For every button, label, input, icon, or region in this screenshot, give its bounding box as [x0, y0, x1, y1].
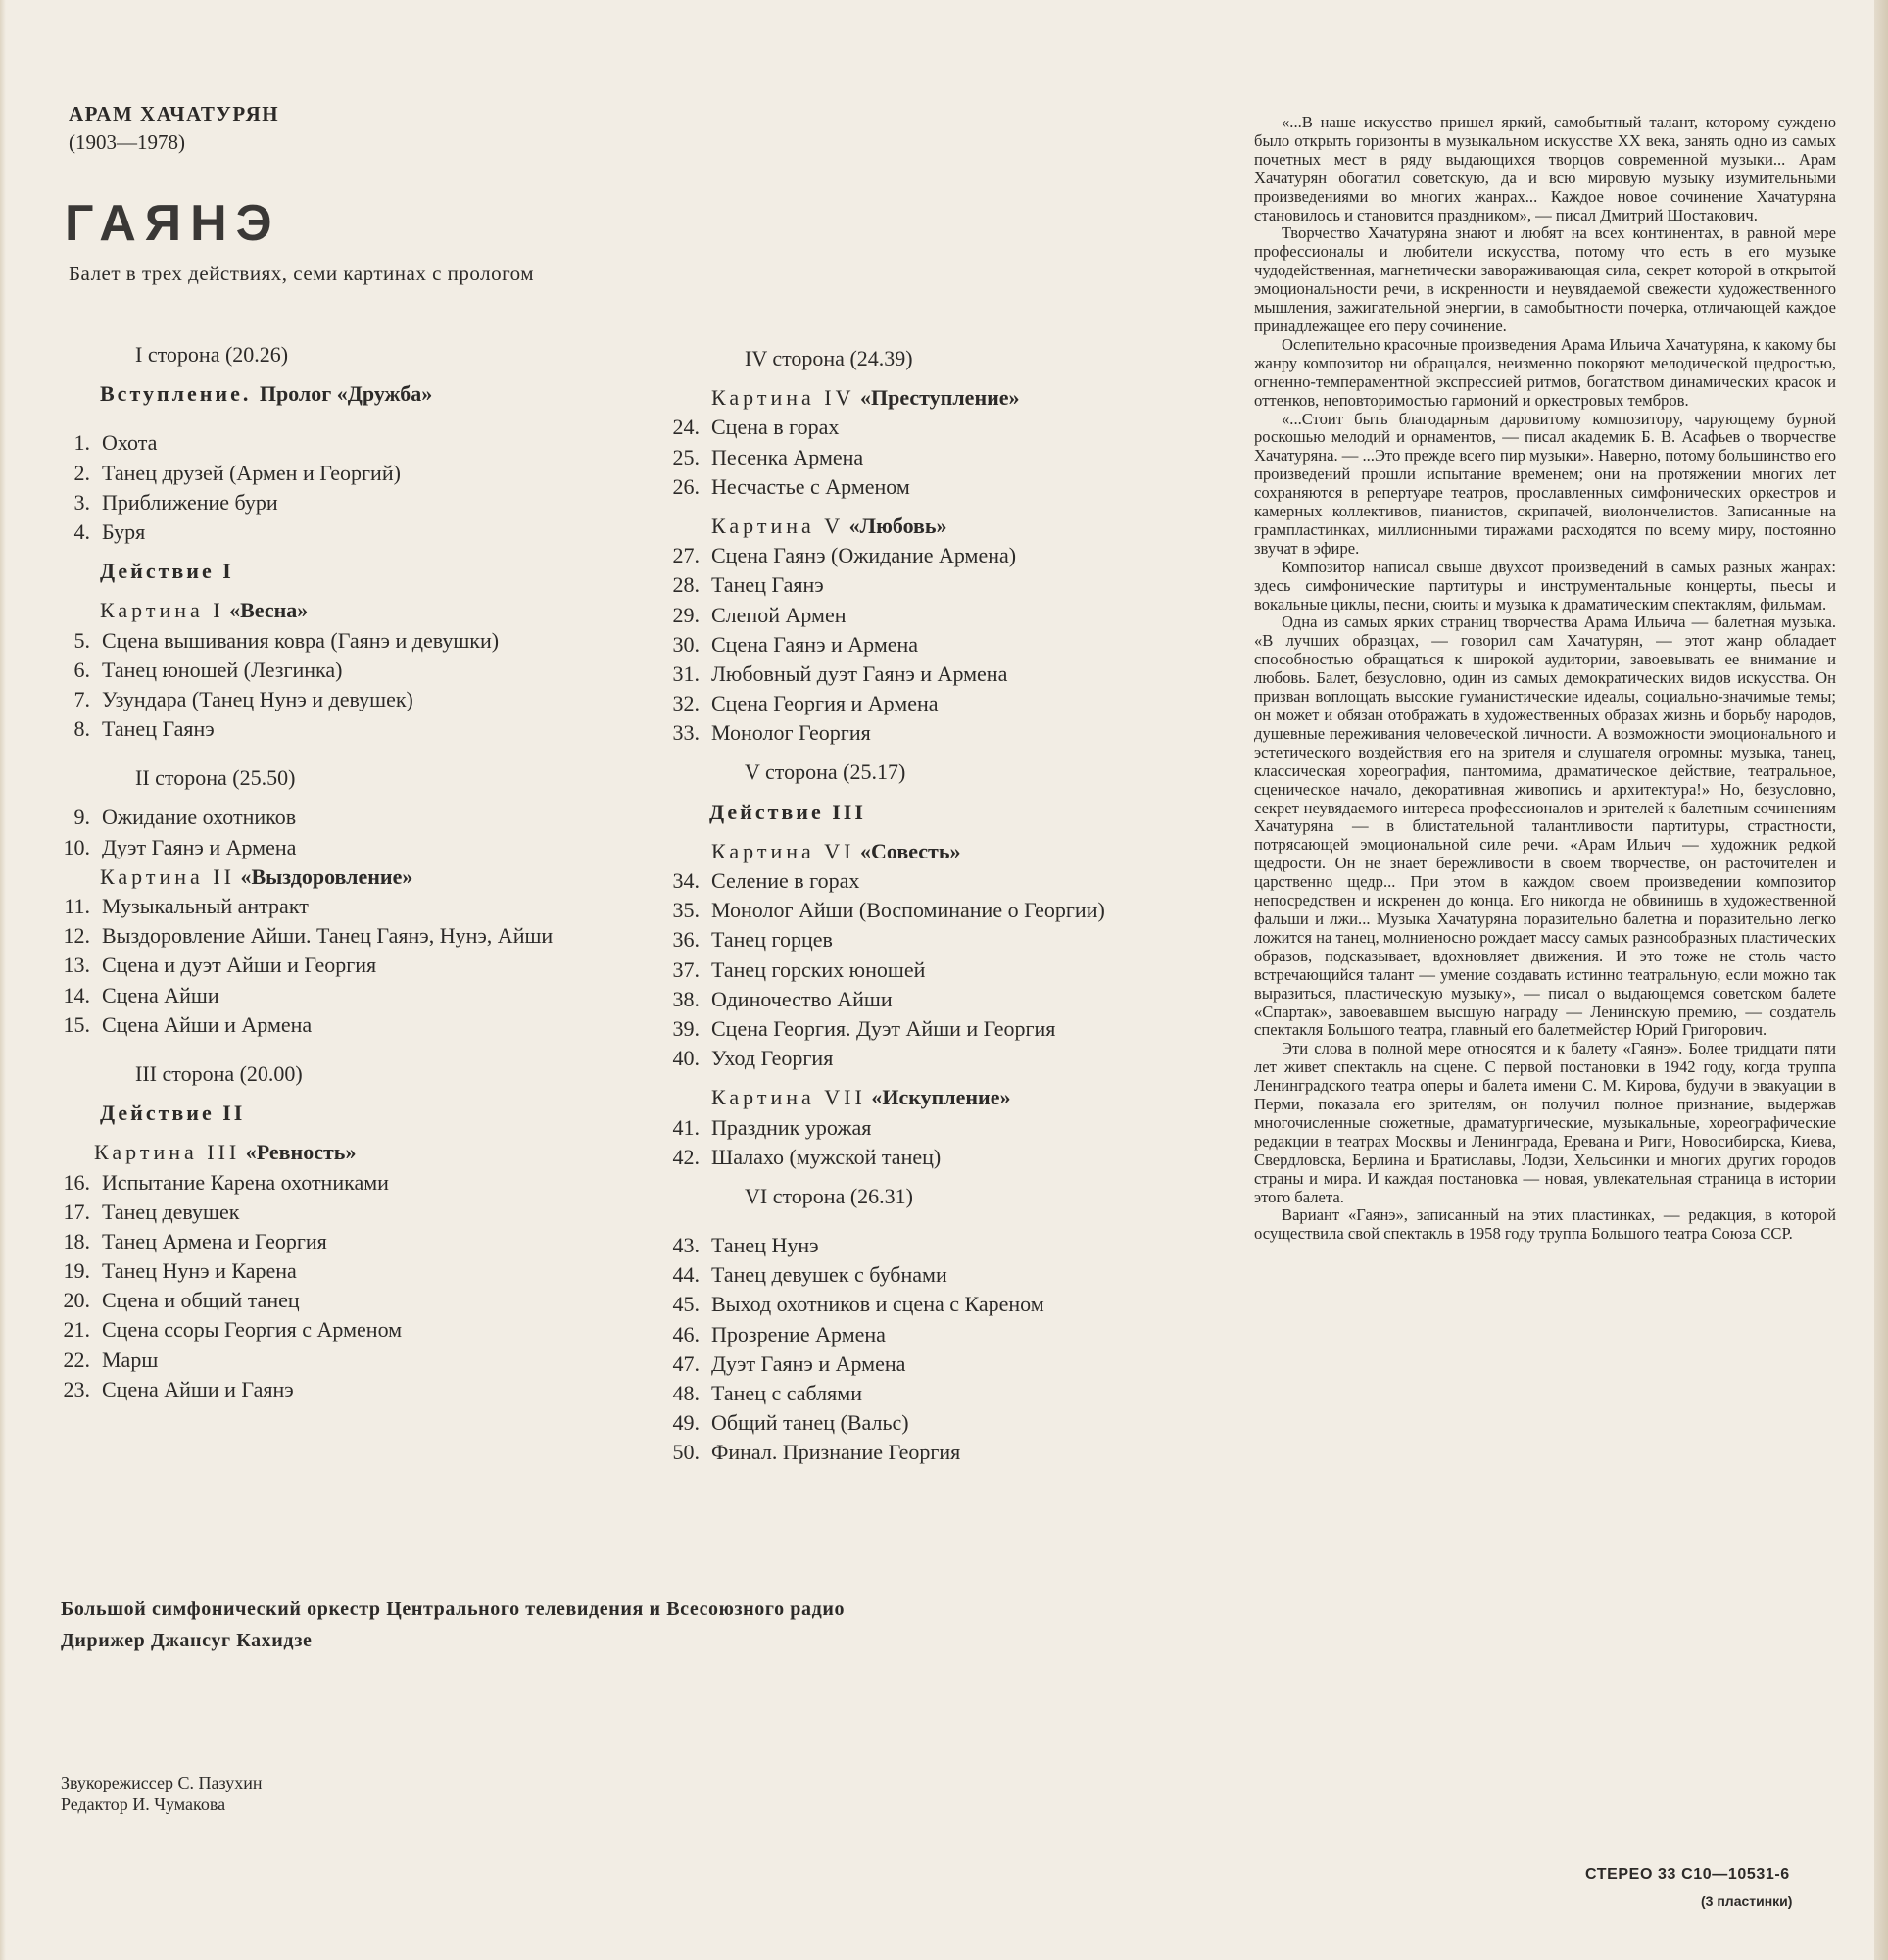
track-number: 45.	[672, 1292, 700, 1317]
track-title: Шалахо (мужской танец)	[711, 1144, 942, 1169]
track-number: 40.	[672, 1046, 700, 1071]
track-title: Песенка Армена	[711, 444, 864, 469]
track-number: 25.	[672, 444, 700, 469]
credits	[61, 1772, 262, 1815]
scene-heading	[0, 837, 1205, 866]
track-number: 12.	[63, 923, 90, 949]
track-title: Испытание Карена охотниками	[102, 1169, 389, 1195]
track-number: 8.	[73, 716, 90, 742]
track-title: Танец Нунэ и Карена	[102, 1258, 297, 1284]
side-heading: I сторона (20.26)	[135, 342, 289, 367]
track-item	[0, 1260, 1205, 1290]
scene-title: «Любовь»	[848, 513, 947, 538]
track-title: Любовный дуэт Гаянэ и Армена	[711, 661, 1008, 686]
scene-heading	[0, 512, 1205, 541]
track-item	[0, 541, 1205, 570]
track-item	[0, 896, 1205, 925]
catalog-number: СТЕРЕО 33 С10—10531-6	[1585, 1866, 1790, 1883]
track-item	[0, 413, 1205, 442]
scene-label: Картина III	[94, 1140, 241, 1165]
track-title: Сцена ссоры Георгия с Арменом	[102, 1317, 403, 1343]
track-number: 36.	[672, 927, 700, 953]
track-number: 49.	[672, 1410, 700, 1436]
track-title: Охота	[102, 430, 158, 456]
track-title: Сцена вышивания ковра (Гаянэ и девушки)	[102, 627, 500, 653]
track-number: 6.	[73, 657, 90, 682]
track-item	[0, 1408, 1205, 1438]
page-title: ГАЯНЭ	[65, 195, 281, 252]
track-number: 11.	[64, 894, 90, 918]
track-number: 31.	[672, 661, 700, 686]
track-number: 38.	[672, 986, 700, 1011]
track-number: 22.	[63, 1347, 90, 1372]
track-item	[0, 443, 1205, 472]
essay-paragraph: «...В наше искусство пришел яркий, самобытный талант, которому суждено было открыть горизонты в музыкальном искусстве XX века, занять одно из самых почетных мест в ряду выдающихся творцов современной музыки... Арам Хачатурян обогатил советскую, да и всю мировую музыку изумительными произведениями во многих жанрах... Каждое новое сочинение Хачатуряна становилось и становится праздником», — писал Дмитрий Шостакович.	[1254, 113, 1836, 224]
track-title: Сцена Айши и Гаянэ	[102, 1376, 294, 1401]
track-title: Ожидание охотников	[102, 805, 297, 830]
track-number: 33.	[672, 720, 700, 746]
track-title: Приближение бури	[102, 489, 278, 514]
track-title: Танец девушек с бубнами	[711, 1262, 947, 1288]
side-heading: III сторона (20.00)	[135, 1060, 303, 1086]
track-title: Узундара (Танец Нунэ и девушек)	[102, 686, 413, 711]
act-heading: Действие II	[100, 1101, 246, 1126]
track-title: Общий танец (Вальс)	[711, 1410, 909, 1436]
scene-title: «Ревность»	[245, 1140, 357, 1165]
track-title: Несчастье с Арменом	[711, 473, 910, 499]
track-item	[0, 863, 1205, 896]
side-heading: II сторона (25.50)	[135, 765, 296, 791]
track-title: Монолог Георгия	[711, 720, 871, 746]
track-title: Танец Армена и Георгия	[102, 1228, 327, 1253]
track-item	[0, 1143, 1205, 1172]
track-number: 7.	[73, 686, 90, 711]
track-number: 14.	[63, 982, 90, 1007]
track-item	[0, 1438, 1205, 1467]
track-number: 24.	[672, 415, 700, 440]
track-title: Танец девушек	[102, 1199, 240, 1224]
orchestra: Большой симфонический оркестр Центрального телевидения и Всесоюзного радио	[61, 1598, 846, 1620]
track-number: 39.	[672, 1015, 700, 1041]
track-number: 50.	[672, 1440, 700, 1465]
track-title: Танец Нунэ	[711, 1233, 819, 1258]
scene-title: «Весна»	[229, 598, 309, 623]
track-title: Сцена Айши	[102, 982, 219, 1007]
scene-title: «Преступление»	[860, 385, 1020, 411]
track-item	[0, 1044, 1205, 1073]
track-item	[0, 925, 1205, 955]
track-number: 1.	[73, 430, 90, 456]
track-title: Монолог Айши (Воспоминание о Георгии)	[711, 898, 1105, 923]
side-heading: VI сторона (26.31)	[745, 1183, 913, 1208]
act-heading: Действие III	[709, 799, 866, 824]
track-item	[0, 985, 1205, 1014]
plates-count: (3 пластинки)	[1701, 1893, 1793, 1909]
track-title: Танец Гаянэ	[102, 716, 215, 742]
track-title: Сцена в горах	[711, 415, 840, 440]
track-title: Танец горцев	[711, 927, 833, 953]
paper-edge-right	[1874, 0, 1888, 1960]
composer-name: АРАМ ХАЧАТУРЯН	[69, 102, 280, 125]
track-item	[0, 1290, 1205, 1319]
track-title: Марш	[102, 1347, 159, 1372]
track-title: Одиночество Айши	[711, 986, 893, 1011]
track-number: 26.	[672, 473, 700, 499]
scene-label: Картина II	[100, 863, 235, 889]
track-title: Сцена и общий танец	[102, 1288, 300, 1313]
track-item	[0, 718, 1205, 748]
track-number: 21.	[63, 1317, 90, 1343]
scene-label: Картина IV	[711, 385, 855, 411]
track-item	[0, 1113, 1205, 1143]
subtitle: Балет в трех действиях, семи картинах с прологом	[69, 262, 535, 285]
track-number: 9.	[73, 805, 90, 830]
track-item	[0, 1379, 1205, 1408]
track-number: 27.	[672, 543, 700, 568]
track-title: Селение в горах	[711, 868, 860, 893]
scene-label: Картина I	[100, 598, 224, 623]
sound-engineer: Звукорежиссер С. Пазухин	[61, 1773, 263, 1792]
track-number: 28.	[672, 572, 700, 598]
track-title: Танец с саблями	[711, 1381, 862, 1405]
track-number: 35.	[672, 898, 700, 923]
track-title: Сцена Георгия. Дуэт Айши и Георгия	[711, 1015, 1056, 1041]
track-item	[0, 660, 1205, 689]
track-number: 16.	[63, 1169, 90, 1195]
track-title: Сцена Георгия и Армена	[711, 691, 939, 716]
track-title: Танец горских юношей	[711, 956, 926, 982]
track-number: 44.	[672, 1262, 700, 1288]
essay-paragraph: Одна из самых ярких страниц творчества Арама Ильича — балетная музыка. «В лучших образцах, — говорил сам Хачатурян, — этот жанр обладает способностью обращаться к широкой аудитории, завоевывать ее внимание и любовь. Балет, безусловно, один из самых демократических видов искусства. Он призван воплощать высокие гуманистические идеалы, социально-значимые темы; он может и обязан отображать в художественных образах жизнь и борьбу народов, душевные переживания человеческой личности. А возможности эмоционального и эстетического воздействия его на зрителя и слушателя огромны: музыка, танец, классическая хореография, пантомима, драматическое действие, театральное, сценическое начало, декоративная живопись и архитектура!» Но, безусловно, секрет неувядаемого интереса профессионалов и зрителей к балетным сочинениям Хачатуряна — в блистательной талантливости партитуры, страстности, потрясающей эмоциональной силе речи. «Арам Ильич — художник редкой щедрости. Он не знает бережливости в своем творчестве, он расточителен и царственно щедр... При этом в каждом своем произведении композитор непосредствен и искренен до конца. Его никогда не обвинишь в художественной фальши и лжи... Музыка Хачатуряна поразительно балетна и поразительно легко ложится на танец, молниеносно рождает массу самых разнообразных пластических образов, подсказывает, вдохновляет движения. И это тоже не столь часто встречающийся талант — умение создавать истинно театральную, если можно так выразиться, пластическую музыку», — писал о выдающемся советском балете «Спартак», завоевавшем высшую награду — Ленинскую премию, — создатель спектакля Большого театра, главный его балетмейстер Юрий Григорович.	[1254, 612, 1836, 1040]
prologue-title: Пролог «Дружба»	[259, 381, 433, 407]
track-title: Сцена Гаянэ и Армена	[711, 631, 919, 657]
track-title: Дуэт Гаянэ и Армена	[102, 834, 297, 859]
track-title: Выздоровление Айши. Танец Гаянэ, Нунэ, Айши	[102, 923, 554, 949]
essay	[1254, 114, 1836, 1244]
track-title: Прозрение Армена	[711, 1321, 886, 1347]
track-number: 15.	[63, 1011, 90, 1037]
track-title: Дуэт Гаянэ и Армена	[711, 1350, 906, 1376]
track-number: 41.	[672, 1114, 700, 1140]
track-number: 10.	[63, 834, 90, 859]
track-item	[0, 1320, 1205, 1349]
track-number: 19.	[63, 1258, 90, 1284]
side-heading: IV сторона (24.39)	[745, 346, 913, 370]
track-number: 42.	[672, 1144, 700, 1169]
track-number: 47.	[672, 1350, 700, 1376]
composer-years: (1903—1978)	[69, 130, 185, 154]
scene-title: «Выздоровление»	[240, 863, 413, 889]
side-heading: V сторона (25.17)	[745, 760, 906, 785]
track-item	[0, 689, 1205, 718]
editor: Редактор И. Чумакова	[61, 1794, 226, 1814]
scene-heading	[0, 383, 1205, 413]
track-item	[0, 1231, 1205, 1260]
track-title: Уход Георгия	[711, 1046, 834, 1071]
scene-title: «Совесть»	[860, 838, 961, 863]
track-title: Танец юношей (Лезгинка)	[102, 657, 343, 682]
essay-paragraph: Композитор написал свыше двухсот произведений в самых разных жанрах: здесь симфонические партитуры и инструментальные концерты, пьесы и вокальные циклы, песни, сюиты и музыка к драматическим спектаклям, фильмам.	[1254, 557, 1836, 613]
track-title: Выход охотников и сцена с Кареном	[711, 1292, 1044, 1317]
track-title: Слепой Армен	[711, 602, 847, 627]
track-number: 2.	[73, 460, 90, 485]
act-heading: Действие I	[100, 559, 234, 584]
track-number: 48.	[672, 1381, 700, 1405]
track-number: 46.	[672, 1321, 700, 1347]
performers	[61, 1593, 845, 1656]
track-item	[0, 472, 1205, 502]
track-item	[0, 601, 1205, 630]
prologue-label: Вступление.	[100, 381, 252, 407]
track-number: 23.	[63, 1376, 90, 1401]
track-item	[0, 570, 1205, 600]
essay-paragraph: Ослепительно красочные произведения Арама Ильича Хачатуряна, к какому бы жанру композитор ни обращался, неизменно покоряют мелодической щедростью, огненно-темпераментной экспрессией ритмов, богатством динамических красок и оттенков, неповторимостью гармоний и оркестровых тембров.	[1254, 334, 1836, 410]
track-item	[0, 1349, 1205, 1379]
tracklist-column-2	[0, 344, 1205, 1468]
track-number: 29.	[672, 602, 700, 627]
essay-paragraph: Эти слова в полной мере относятся и к балету «Гаянэ». Более тридцати пяти лет живет спектакль на сцене. С первой постановки в 1942 году, когда труппа Ленинградского театра оперы и балета имени С. М. Кирова, будучи в эвакуации в Перми, показала его зрителям, он получил полное признание, выдержав многочисленные сюжетные, драматургические, музыкальные, хореографические редакции в театрах Москвы и Ленинграда, Еревана и Риги, Новосибирска, Киева, Свердловска, Берлина и Братиславы, Лодзи, Хельсинки и многих других городов страны и мира. И каждая постановка — новая, увлекательная страница в истории этого балета.	[1254, 1039, 1836, 1206]
track-number: 4.	[73, 518, 90, 544]
track-title: Буря	[102, 518, 146, 544]
track-number: 34.	[672, 868, 700, 893]
track-item	[0, 630, 1205, 660]
track-title: Музыкальный антракт	[102, 894, 309, 918]
track-number: 20.	[63, 1288, 90, 1313]
essay-paragraph: Творчество Хачатуряна знают и любят на всех континентах, в равной мере профессионалы и любители искусства, потому что есть в его музыке чудодейственная, магнетически завораживающая сила, секрет которой в открытой эмоциональности речи, в искренности и неувядаемой свежести художественного мышления, зажигательной энергии, в самобытности почерка, отличающей каждое принадлежащее его перу сочинение.	[1254, 223, 1836, 335]
scene-label: Картина VI	[711, 838, 855, 863]
track-number: 30.	[672, 631, 700, 657]
scene-heading	[0, 1083, 1205, 1112]
track-title: Сцена Айши и Армена	[102, 1011, 313, 1037]
track-number: 37.	[672, 956, 700, 982]
scene-title: «Искупление»	[871, 1085, 1011, 1110]
track-number: 17.	[63, 1199, 90, 1224]
track-item	[0, 1014, 1205, 1044]
track-number: 43.	[672, 1233, 700, 1258]
track-number: 13.	[63, 953, 90, 978]
scene-label: Картина VII	[711, 1085, 866, 1110]
track-number: 3.	[73, 489, 90, 514]
track-title: Финал. Признание Георгия	[711, 1440, 961, 1465]
track-item	[0, 956, 1205, 985]
scene-label: Картина V	[711, 513, 845, 538]
track-number: 18.	[63, 1228, 90, 1253]
track-title: Танец друзей (Армен и Георгий)	[102, 460, 401, 485]
track-number: 5.	[73, 627, 90, 653]
essay-paragraph: «...Стоит быть благодарным даровитому композитору, чарующему бурной роскошью мелодий и орнаментов, — писал академик Б. В. Асафьев о творчестве Хачатуряна. — ...Это прежде всего пир музыки». Наверно, потому большинство его произведений прошли испытание временем; они на протяжении многих лет сохраняются в репертуаре театров, прославленных симфонических оркестров и камерных коллективов, пианистов, скрипачей, виолончелистов. Записанные на грампластинках, миллионными тиражами расходятся по всему миру, постоянно звучат в эфире.	[1254, 409, 1836, 558]
track-title: Сцена Гаянэ (Ожидание Армена)	[711, 543, 1017, 568]
essay-paragraph: Вариант «Гаянэ», записанный на этих пластинках, — редакция, в которой осуществила свой спектакль в 1958 году труппа Большого театра Союза ССР.	[1254, 1205, 1836, 1244]
track-number: 32.	[672, 691, 700, 716]
track-title: Сцена и дуэт Айши и Георгия	[102, 953, 377, 978]
track-title: Праздник урожая	[711, 1114, 872, 1140]
conductor: Дирижер Джансуг Кахидзе	[61, 1630, 313, 1651]
track-title: Танец Гаянэ	[711, 572, 824, 598]
